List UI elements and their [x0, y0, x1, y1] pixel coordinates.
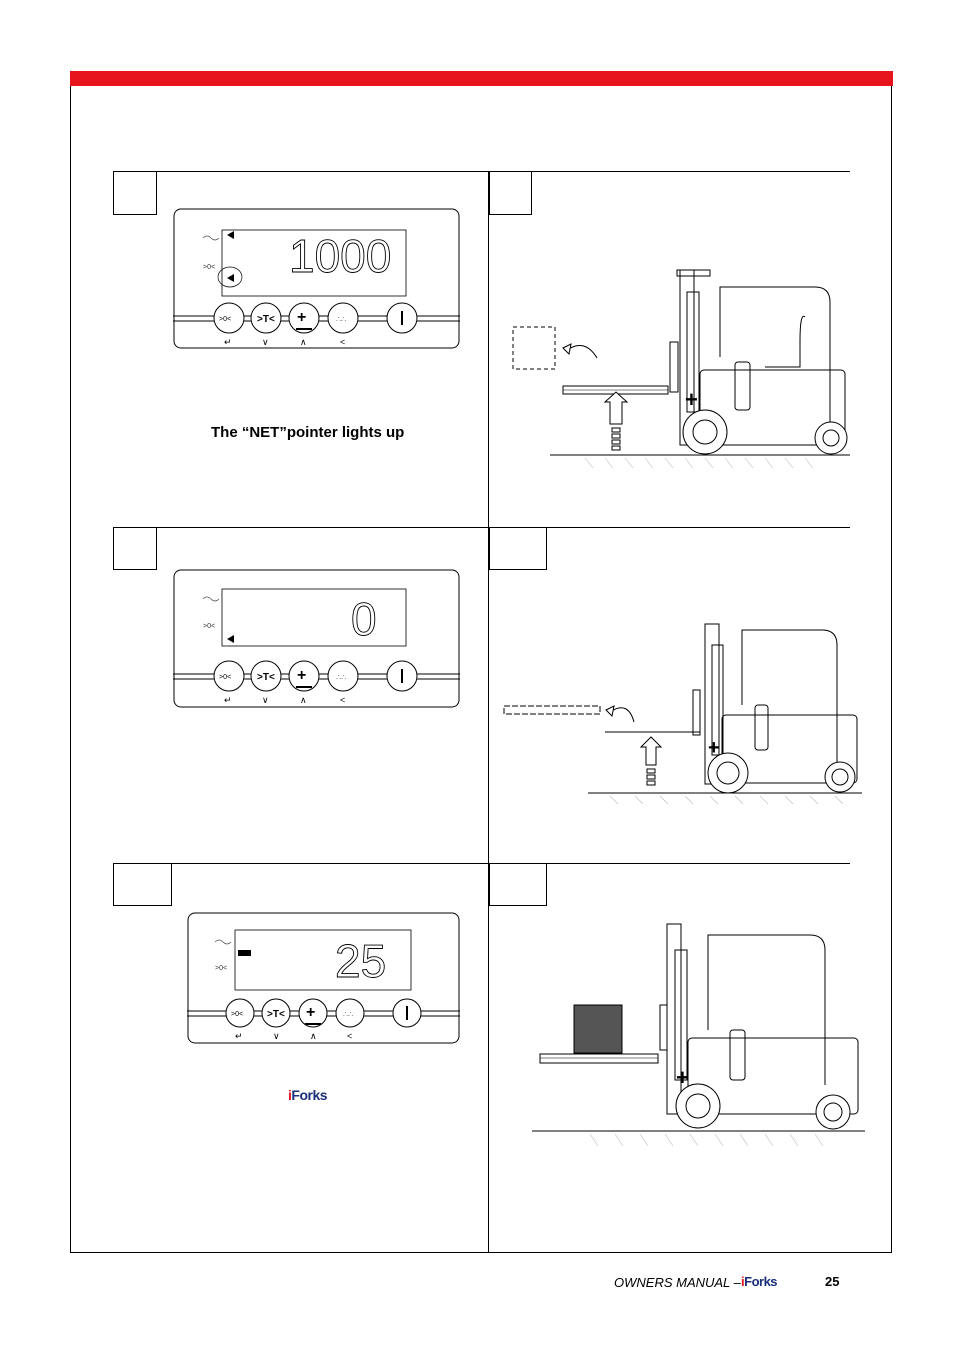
enter-icon: ↵: [224, 695, 232, 705]
svg-text:>T<: >T<: [257, 672, 275, 683]
step-box-right-1: [489, 171, 532, 215]
page-number: 25: [825, 1274, 840, 1289]
svg-text:+: +: [306, 1004, 316, 1021]
display-digits: 1000: [289, 230, 392, 282]
down-icon: ∨: [262, 337, 269, 347]
enter-icon: ↵: [235, 1031, 243, 1041]
footer-manual-label: OWNERS MANUAL –: [614, 1275, 741, 1290]
svg-text:+: +: [297, 667, 307, 684]
tare-button[interactable]: [251, 303, 281, 333]
pallet: [540, 1054, 658, 1063]
step-box-right-2: [489, 527, 547, 570]
zero-button[interactable]: [214, 661, 244, 691]
plus-button[interactable]: [299, 999, 327, 1027]
svg-text:∴∴: ∴∴: [343, 1010, 354, 1019]
up-icon: ∧: [310, 1031, 317, 1041]
up-icon: ∧: [300, 695, 307, 705]
zero-icon: >0<: [215, 965, 228, 972]
zero-button[interactable]: [214, 303, 244, 333]
step-box-left-3: [113, 863, 172, 906]
svg-text:+: +: [297, 309, 307, 326]
forklift-illustration-3: [530, 920, 870, 1155]
svg-text:+: +: [685, 387, 698, 412]
svg-text:>T<: >T<: [257, 314, 275, 325]
plus-button[interactable]: [289, 303, 319, 333]
footer-brand-logo: iForks: [741, 1274, 778, 1289]
down-icon: ∨: [262, 695, 269, 705]
column-divider: [488, 171, 489, 1253]
print-button[interactable]: [328, 661, 358, 691]
plus-button[interactable]: [289, 661, 319, 691]
left-icon: <: [340, 695, 346, 705]
svg-text:>0<: >0<: [231, 1011, 244, 1018]
svg-text:∴∴: ∴∴: [336, 315, 347, 324]
print-button[interactable]: [336, 999, 364, 1027]
enter-icon: ↵: [224, 337, 232, 347]
step-box-left-1: [113, 171, 157, 215]
down-icon: ∨: [273, 1031, 280, 1041]
header-bar: [70, 71, 893, 86]
svg-text:+: +: [708, 737, 720, 759]
net-pointer-caption: The “NET”pointer lights up: [211, 424, 405, 441]
power-button[interactable]: [393, 999, 421, 1027]
left-icon: <: [340, 337, 346, 347]
zero-icon: >0<: [203, 623, 216, 630]
section-line-3: [113, 863, 850, 864]
zero-icon: >0<: [203, 264, 216, 271]
step-box-left-2: [113, 527, 157, 570]
tare-button[interactable]: [262, 999, 290, 1027]
forklift-illustration-1: [505, 262, 855, 477]
svg-text:+: +: [676, 1065, 689, 1090]
curved-arrow-icon: [567, 346, 597, 359]
indicator-panel-1: [173, 208, 460, 350]
section-line-2: [113, 527, 850, 528]
tare-button[interactable]: [251, 661, 281, 691]
svg-text:>0<: >0<: [219, 674, 232, 681]
brand-logo-inline: iForks: [288, 1087, 328, 1103]
svg-text:∴∴: ∴∴: [336, 673, 347, 682]
section-line-1: [113, 171, 850, 172]
print-button[interactable]: [328, 303, 358, 333]
dashed-load-outline: [513, 327, 555, 369]
power-button[interactable]: [387, 661, 417, 691]
indicator-bar: [238, 950, 251, 956]
up-arrow-icon: [605, 392, 627, 424]
up-icon: ∧: [300, 337, 307, 347]
svg-text:>0<: >0<: [219, 316, 232, 323]
display-digits: 25: [335, 935, 387, 987]
display-digits: 0: [351, 593, 377, 645]
forklift-illustration-2: [500, 620, 865, 805]
left-icon: <: [347, 1031, 353, 1041]
zero-button[interactable]: [226, 999, 254, 1027]
power-button[interactable]: [387, 303, 417, 333]
dashed-pallet-outline: [504, 706, 600, 714]
step-box-right-3: [489, 863, 547, 906]
indicator-panel-2: [173, 569, 460, 709]
svg-text:>T<: >T<: [267, 1009, 285, 1020]
up-arrow-icon: [641, 737, 661, 765]
indicator-panel-3: [187, 912, 460, 1045]
load-box: [574, 1005, 622, 1053]
